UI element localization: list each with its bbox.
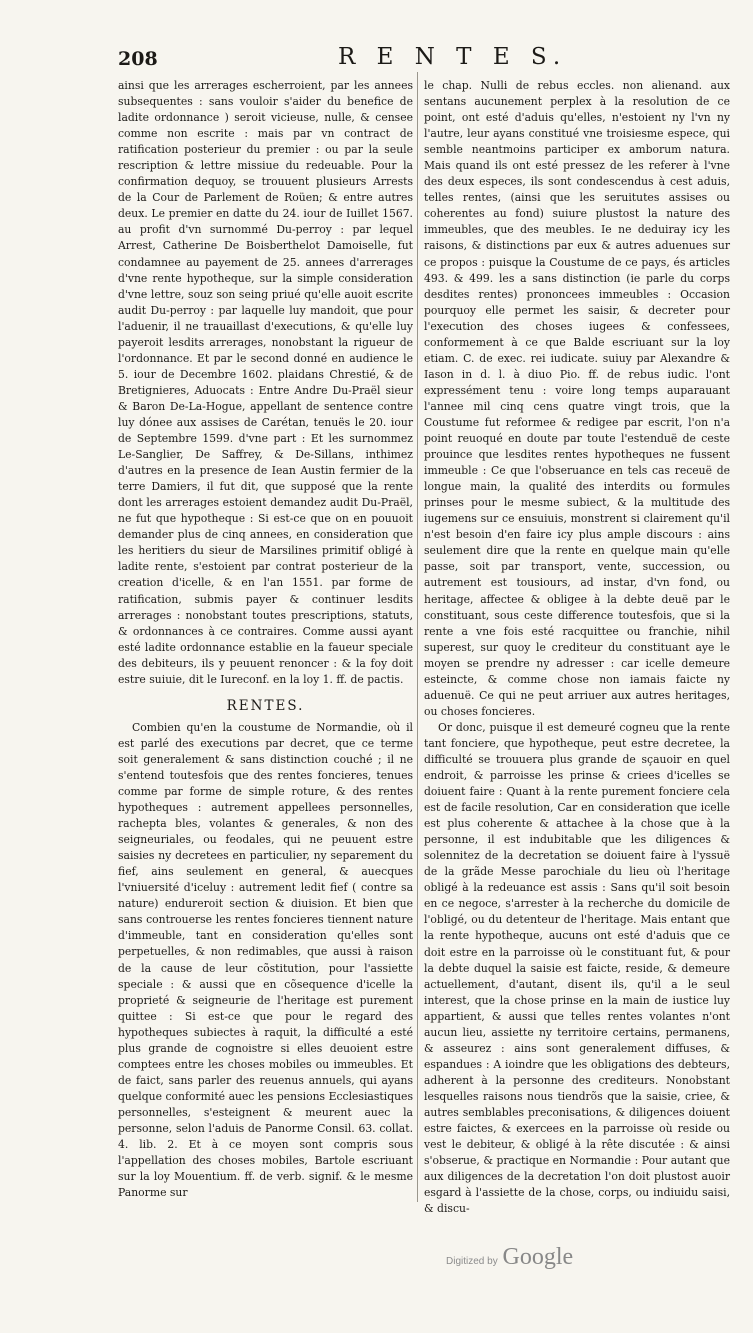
watermark-prefix: Digitized by [446,1256,498,1267]
section-heading: RENTES. [226,697,305,714]
watermark-brand: Google [502,1244,574,1270]
left-column [118,78,413,1201]
section-paragraph-1: Combien qu'en la coustume de Normandie, où il est parlé des executions par decret, que ce terme soit generalement & sans distinction couché ; il ne s'entend toutesfois que des rentes foncieres, tenues comme par forme de simple roture, & des rentes hypotheques : autrement appellees personnelles, rachepta bles, volantes & generales, & non des seigneuriales, ou feodales, qui ne peuuent estre saisies ny decretees en particulier, ny separement du fief, ains seulement en general, & auecques l'vniuersité d'iceluy : autrement ledit fief ( contre sa nature) endureroit section & diuision. Et bien que sans controuerse les rentes foncieres tiennent nature d'immeuble, tant en consideration qu'elles sont perpetuelles, & non redimables, que aussi à raison de la cause de leur cõstitution, pour l'assiette speciale : & aussi que en cõsequence d'icelle la proprieté & seigneurie de l'heritage est purement quittee : Si est-ce que pour le regard des hypotheques subiectes à raquit, la difficulté a esté plus grande de cognoistre si elles deuoient estre comptees entre les choses mobiles ou immeubles. Et de faict, sans parler des reuenus annuels, qui ayans quelque conformité auec les pensions Ecclesiastiques personnelles, s'esteignent & meurent auec la personne, selon l'aduis de Panorme Consil. 63. collat. 4. lib. 2. Et à ce moyen sont compris sous l'appellation des choses mobiles, Bartole escriuant sur la loy Mouentium. ff. de verb. signif. & le mesme Panorme sur [118,720,413,1200]
right-paragraph-1: le chap. Nulli de rebus eccles. non alienand. aux sentans aucunement perplex à la resolution de ce point, ont esté d'aduis qu'elles, n'estoient ny l'vn ny l'autre, leur ayans constitué vne troisiesme espece, qui semble neantmoins participer ex amborum natura. Mais quand ils ont esté pressez de les referer à l'vne des deux especes, ils sont condescendus à cest aduis, telles rentes, (ainsi que les seruitutes assises ou coherentes au fond) suiure plustost la nature des immeubles, que des meubles. Ie ne deduiray icy les raisons, & distinctions par eux & autres aduenues sur ce propos : puisque la Coustume de ce pays, és articles 493. & 499. les a sans distinction (ie parle du corps desdites rentes) prononcees immeubles : Occasion pourquoy elle permet les saisir, & decreter pour l'execution des choses iugees & confessees, conformement à ce que Balde escriuant sur la loy etiam. C. de exec. rei iudicate. suiuy par Alexandre & Iason in d. l. à diuo Pio. ff. de rebus iudic. l'ont expressément tenu : voire long temps auparauant l'annee mil cinq cens quatre vingt trois, que la Coustume fut reformee & redigee par escrit, l'on n'a point reuoqué en doute par toute l'estenduë de ceste prouince que lesdites rentes hypotheques ne fussent immeuble : Ce que l'obseruance en tels cas receuë de longue main, la qualité des interdits ou formules prinses pour le mesme subiect, & la multitude des iugemens sur ce ensuiuis, monstrent si clairement qu'il n'est besoin d'en faire icy plus ample discours : ains seulement dire que la rente en quelque main qu'elle passe, soit par transport, vente, succession, ou autrement est tousiours, ad instar, d'vn fond, ou heritage, affectee & obligee à la debte deuë par le constituant, sous ceste difference toutesfois, que si la rente a vne fois esté racquittee ou franchie, nihil superest, sur quoy le crediteur du constituant aye le moyen se prendre ny adresser : car icelle demeure esteincte, & comme chose non iamais faicte ny aduenuë. Ce qui ne peut arriuer aux autres heritages, ou choses foncieres. [424,79,730,718]
left-paragraph-1: ainsi que les arrerages escherroient, par les annees subsequentes : sans vouloir s'aider du benefice de ladite ordonnance ) seroit vicieuse, nulle, & censee comme non escrite : mais par vn contract de ratification posterieur du premier : ou par la seule rescription & lettre missiue du redeuable. Pour la confirmation dequoy, se trouuent plusieurs Arrests de la Cour de Parlement de Roüen; & entre autres deux. Le premier en datte du 24. iour de Iuillet 1567. au profit d'vn surnommé Du-perroy : par lequel Arrest, Catherine De Boisberthelot Damoiselle, fut condamnee au payement de 25. annees d'arrerages d'vne rente hypotheque, sur la simple consideration d'vne lettre, souz son seing priué qu'elle auoit escrite audit Du-perroy : par laquelle luy mandoit, que pour l'aduenir, il ne trauaillast d'executions, & qu'elle luy payeroit lesdits arrerages, nonobstant la rigueur de l'ordonnance. Et par le second donné en audience le 5. iour de Decembre 1602. plaidans Chrestié, & de Bretignieres, Aduocats : Entre Andre Du-Praël sieur & Baron De-La-Hogue, appellant de sentence contre luy dónee aux assises de Carétan, tenuës le 20. iour de Septembre 1599. d'vne part : Et les surnommez Le-Sanglier, De Saffrey, & De-Sillans, inthimez d'autres en la presence de Iean Austin fermier de la terre Damiers, il fut dit, que supposé que la rente dont les arrerages estoient demandez audit Du-Praël, ne fut que hypotheque : Si est-ce que on en pouuoit demander plus de cinq annees, en consideration que les heritiers du sieur de Marsilines primitif obligé à ladite rente, s'estoient par contrat posterieur de la creation d'icelle, & en l'an 1551. par forme de ratification, submis payer & continuer lesdits arrerages : nonobstant toutes prescriptions, statuts, & ordonnances à ce contraires. Comme aussi ayant esté ladite ordonnance establie en la faueur speciale des debiteurs, ils y peuuent renoncer : & la foy doit estre suiuie, dit le Iureconf. en la loy 1. ff. de pactis. [118,79,413,686]
digitization-watermark [446,1244,573,1271]
right-column [424,78,730,1217]
page-header [118,44,725,74]
column-divider [417,72,418,1202]
running-title: R E N T E S. [338,44,568,70]
right-paragraph-2: Or donc, puisque il est demeuré cogneu que la rente tant fonciere, que hypotheque, peut estre decretee, la difficulté se trouuera plus grande de sçauoir en quel endroit, & parroisse les prinse & criees d'icelles se doiuent faire : Quant à la rente purement fonciere cela est de facile resolution, Car en consideration que icelle est plus coherente & attachee à la chose que à la personne, il est indubitable que les diligences & solennitez de la decretation se doiuent faire à l'yssuë de la grãde Messe parochiale du lieu où l'heritage obligé à la redeuance est assis : Sans qu'il soit besoin en ce negoce, s'arrester à la recherche du domicile de l'obligé, ou du detenteur de l'heritage. Mais entant que la rente hypotheque, aucuns ont esté d'aduis que ce doit estre en la parroisse où le constituant fut, & pour la debte duquel la saisie est faicte, reside, & demeure actuellement, d'autant, disent ils, qu'il a le seul interest, que la chose prinse en la main de iustice luy appartient, & aussi que telles rentes volantes n'ont aucun lieu, assiette ny territoire certains, permanens, & asseurez : ains sont generalement diffuses, & espandues : A ioindre que les obligations des debteurs, adherent à la personne des crediteurs. Nonobstant lesquelles raisons nous tiendrõs que la saisie, criee, & autres semblables preconisations, & diligences doiuent estre faictes, & exercees en la parroisse où reside ou vest le debiteur, & obligé à la rête discutée : & ainsi s'obserue, & practique en Normandie : Pour autant que aux diligences de la decretation l'on doit plustost auoir esgard à l'assiette de la chose, corps, ou indiuidu saisi, & discu- [424,720,730,1216]
page-number: 208 [118,48,158,70]
